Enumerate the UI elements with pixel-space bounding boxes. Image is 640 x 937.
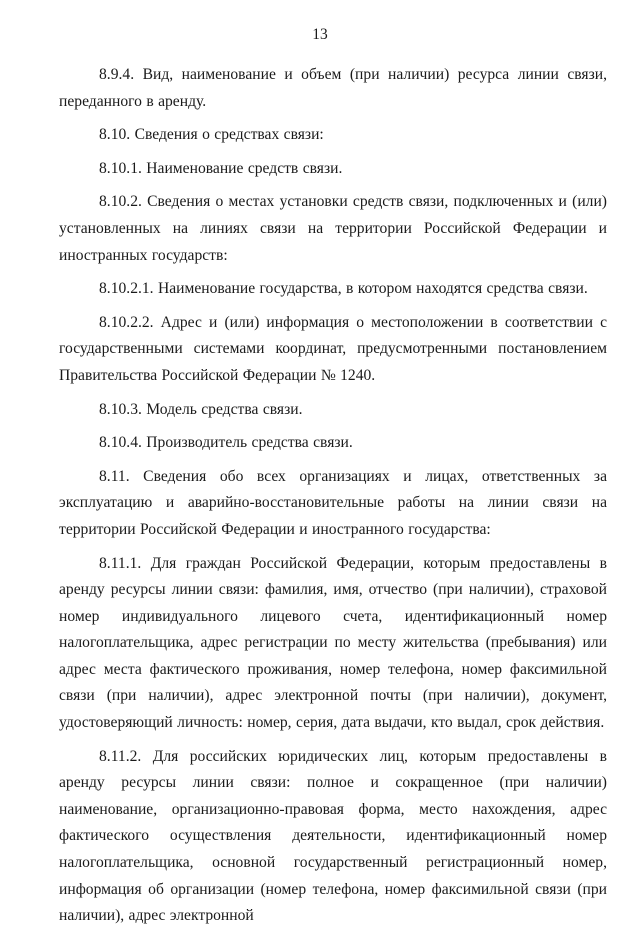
paragraph-8-11-2: 8.11.2. Для российских юридических лиц, которым предоставлены в аренду ресурсы линии связи: полное и сокращенное (при наличии) наименование, организационно-правовая форма, место нахождения, адрес фактического осуществления деятельности, идентификационный номер налогоплательщика, основной государственный регистрационный номер, информация об организации (номер телефона, номер факсимильной связи (при наличии), адрес электронной (59, 747, 607, 925)
paragraph-8-10-2-2: 8.10.2.2. Адрес и (или) информация о местоположении в соответствии с государственными системами координат, предусмотренными постановлением Правительства Российской Федерации № 1240. (59, 313, 607, 384)
paragraph-8-9-4: 8.9.4. Вид, наименование и объем (при наличии) ресурса линии связи, переданного в аренду. (59, 66, 607, 110)
page-number: 13 (312, 26, 328, 43)
document-body (59, 62, 607, 937)
paragraph-8-11-1: 8.11.1. Для граждан Российской Федерации, которым предоставлены в аренду ресурсы линии связи: фамилия, имя, отчество (при наличии), страховой номер индивидуального лицевого счета, идентификационный номер налогоплательщика, адрес регистрации по месту жительства (пребывания) или адрес места фактического проживания, номер телефона, номер факсимильной связи (при наличии), адрес электронной почты (при наличии), документ, удостоверяющий личность: номер, серия, дата выдачи, кто выдал, срок действия. (59, 554, 607, 732)
paragraph-8-10-2: 8.10.2. Сведения о местах установки средств связи, подключенных и (или) установленных на линиях связи на территории Российской Федерации и иностранных государств: (59, 193, 607, 264)
paragraph-8-10-2-1: 8.10.2.1. Наименование государства, в котором находятся средства связи. (99, 280, 588, 298)
paragraph-8-11: 8.11. Сведения обо всех организациях и лицах, ответственных за эксплуатацию и аварийно-восстановительные работы на линии связи на территории Российской Федерации и иностранного государства: (59, 467, 607, 538)
paragraph-8-10-1: 8.10.1. Наименование средств связи. (99, 159, 343, 177)
paragraph-8-10-4: 8.10.4. Производитель средства связи. (99, 434, 353, 452)
paragraph-8-10-3: 8.10.3. Модель средства связи. (99, 400, 303, 418)
paragraph-8-10: 8.10. Сведения о средствах связи: (99, 126, 324, 144)
